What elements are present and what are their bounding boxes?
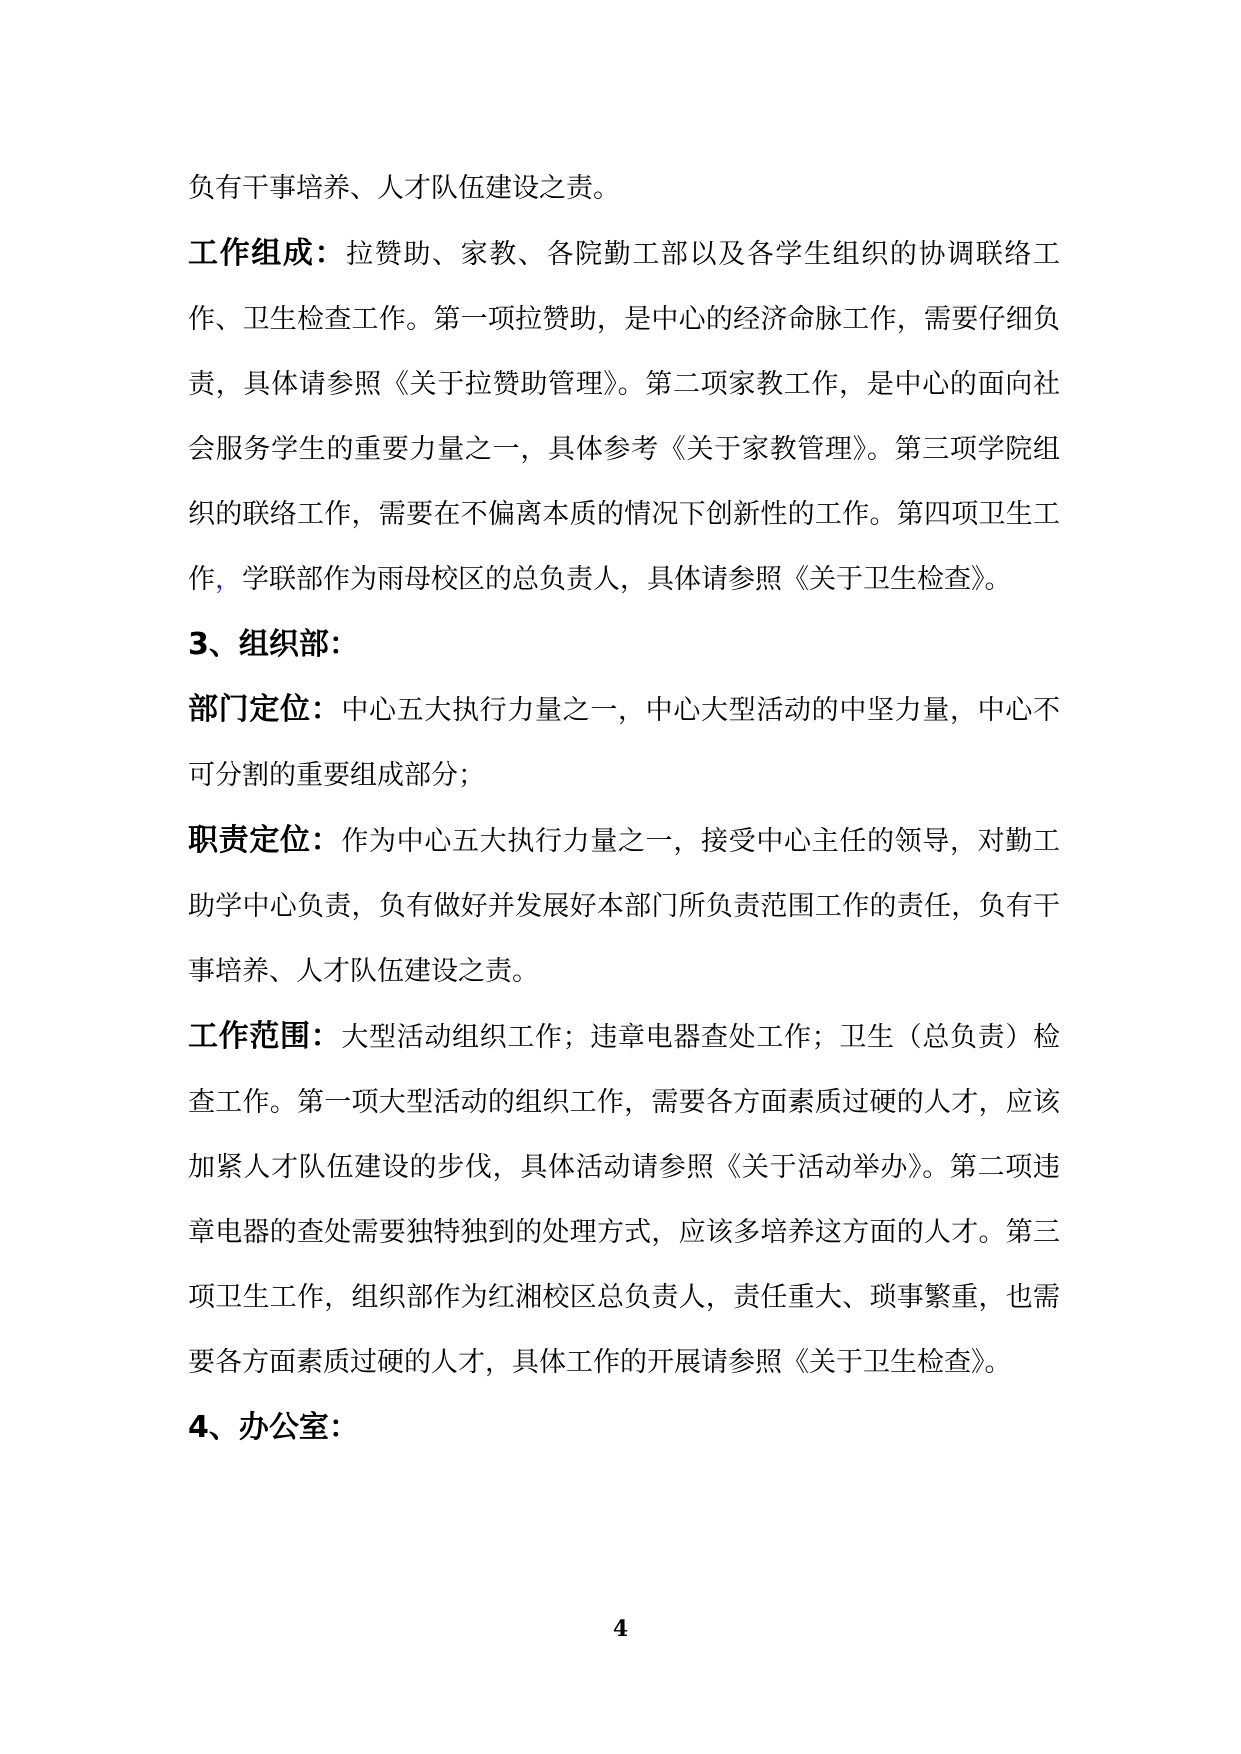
paragraph-text: 拉赞助、家教、各院勤工部以及各学生组织的协调联络工作、卫生检查工作。第一项拉赞助，是中心的经济命脉工作，需要仔细负责，具体请参照《关于拉赞助管理》。第二项家教工作，是中心的面向社会服务学生的重要力量之一，具体参考《关于家教管理》。第三项学院组织的联络工作，需要在不偏离本质的情况下创新性的工作。第四项卫生工作 <box>188 239 1061 595</box>
paragraph-label: 工作组成： <box>188 236 347 271</box>
paragraph-work-scope <box>188 1004 1060 1395</box>
document-body <box>188 156 1060 1460</box>
paragraph-department-positioning <box>188 677 1060 808</box>
paragraph-text: 大型活动组织工作；违章电器查处工作；卫生（总负责）检查工作。第一项大型活动的组织工作，需要各方面素质过硬的人才，应该加紧人才队伍建设的步伐，具体活动请参照《关于活动举办》。第二项违章电器的查处需要独特独到的处理方式，应该多培养这方面的人才。第三项卫生工作，组织部作为红湘校区总负责人，责任重大、琐事繁重，也需要各方面素质过硬的人才，具体工作的开展请参照《关于卫生检查》。 <box>188 1022 1061 1378</box>
section-heading-organization-dept: 3、组织部： <box>188 627 359 662</box>
paragraph-work-composition <box>188 221 1060 612</box>
paragraph-continuation <box>188 156 1060 221</box>
page-number: 4 <box>612 1616 629 1642</box>
paragraph-text: 作为中心五大执行力量之一，接受中心主任的领导，对勤工助学中心负责，负有做好并发展好本部门所负责范围工作的责任，负有干事培养、人才队伍建设之责。 <box>188 826 1061 987</box>
paragraph-label: 工作范围： <box>188 1019 342 1054</box>
paragraph-label: 职责定位： <box>188 823 342 858</box>
paragraph-text: 负有干事培养、人才队伍建设之责。 <box>188 173 620 204</box>
paragraph-text-continued: 学联部作为雨母校区的总负责人，具体请参照《关于卫生检查》。 <box>242 564 1012 595</box>
blue-comma: ， <box>215 564 242 595</box>
paragraph-text: 中心五大执行力量之一，中心大型活动的中坚力量，中心不可分割的重要组成部分； <box>188 695 1061 791</box>
paragraph-responsibility-positioning <box>188 808 1060 1004</box>
section-heading-office: 4、办公室： <box>188 1410 359 1445</box>
paragraph-label: 部门定位： <box>188 692 342 727</box>
